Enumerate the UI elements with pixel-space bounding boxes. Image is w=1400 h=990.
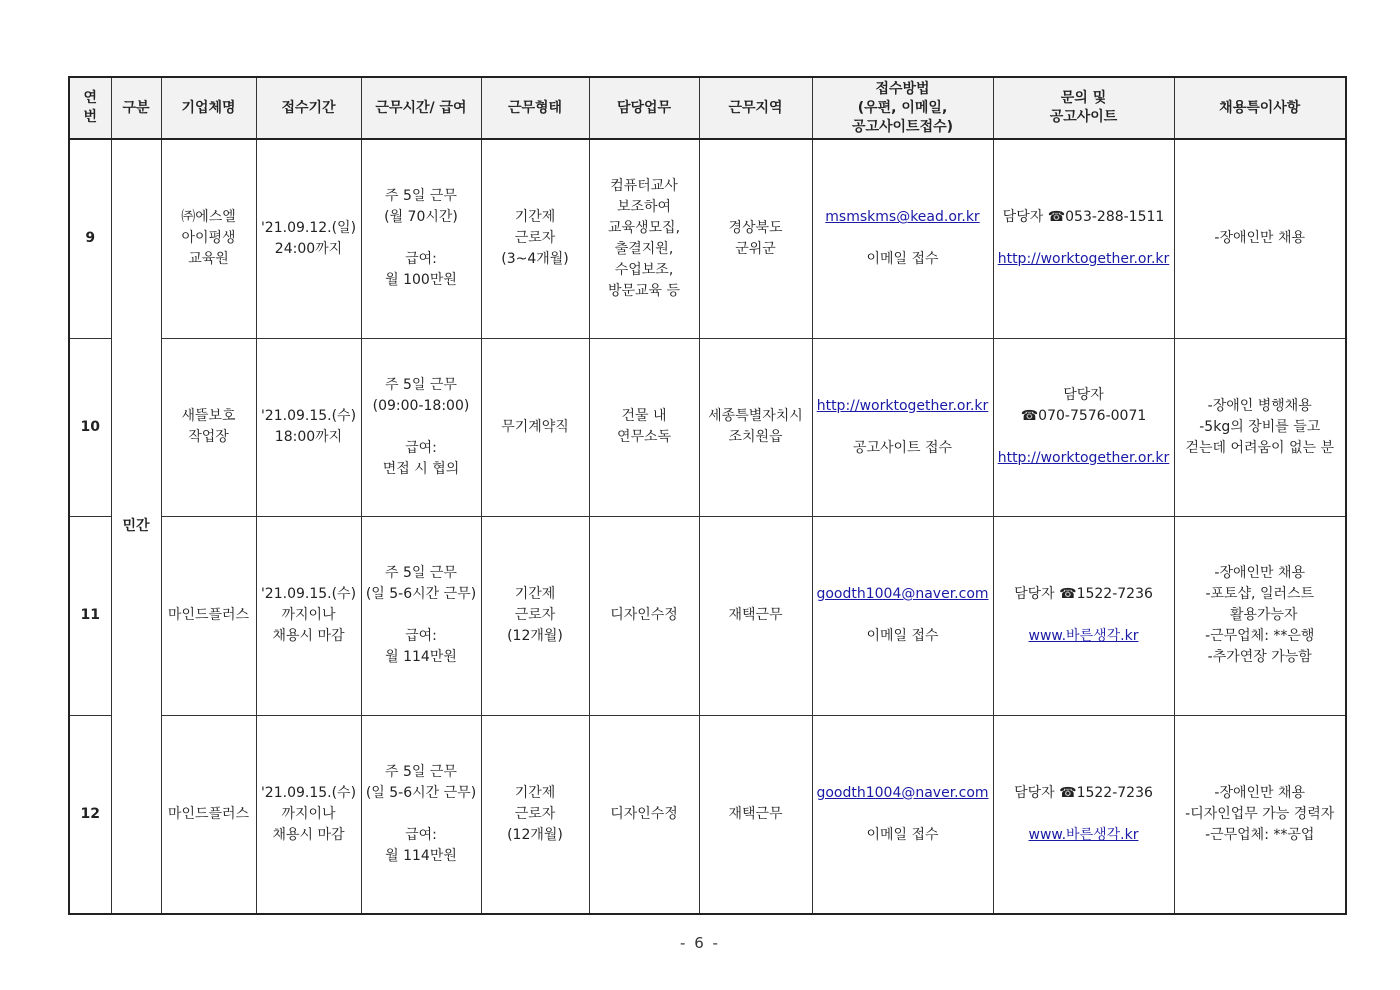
company-cell: 마인드플러스 xyxy=(161,516,256,715)
period-cell: '21.09.15.(수) 까지이나 채용시 마감 xyxy=(256,516,361,715)
notes-cell: -장애인 병행채용 -5kg의 장비를 들고 걷는데 어려움이 없는 분 xyxy=(1174,338,1346,516)
site-link[interactable]: http://worktogether.or.kr xyxy=(816,397,989,414)
type-cell: 기간제 근로자 (12개월) xyxy=(481,715,589,914)
header-method: 접수방법 (우편, 이메일, 공고사이트접수) xyxy=(812,77,993,139)
notes-cell: -장애인만 채용 -포토샵, 일러스트 활용가능자 -근무업체: **은행 -추가연장 가능함 xyxy=(1174,516,1346,715)
email-link[interactable]: goodth1004@naver.com xyxy=(816,784,989,801)
type-cell: 기간제 근로자 (3~4개월) xyxy=(481,139,589,338)
period-cell: '21.09.15.(수) 까지이나 채용시 마감 xyxy=(256,715,361,914)
period-cell: '21.09.12.(일) 24:00까지 xyxy=(256,139,361,338)
table-row xyxy=(69,139,1346,338)
region-cell: 재택근무 xyxy=(699,516,812,715)
header-contact: 문의 및 공고사이트 xyxy=(993,77,1174,139)
region-cell: 경상북도 군위군 xyxy=(699,139,812,338)
region-cell: 재택근무 xyxy=(699,715,812,914)
notes-cell: -장애인만 채용 xyxy=(1174,139,1346,338)
contact-cell: 담당자 ☎053-288-1511 http://worktogether.or.kr xyxy=(993,139,1174,338)
hours-cell: 주 5일 근무 (일 5-6시간 근무) 급여: 월 114만원 xyxy=(361,715,481,914)
period-cell: '21.09.15.(수) 18:00까지 xyxy=(256,338,361,516)
type-cell: 무기계약직 xyxy=(481,338,589,516)
table-row xyxy=(69,338,1346,516)
hours-cell: 주 5일 근무 (09:00-18:00) 급여: 면접 시 협의 xyxy=(361,338,481,516)
table-row xyxy=(69,516,1346,715)
email-link[interactable]: goodth1004@naver.com xyxy=(816,586,989,602)
category-cell: 민간 xyxy=(111,139,161,914)
type-cell: 기간제 근로자 (12개월) xyxy=(481,516,589,715)
company-cell: 마인드플러스 xyxy=(161,715,256,914)
header-row xyxy=(69,77,1346,139)
duty-cell: 건물 내 연무소독 xyxy=(589,338,699,516)
duty-cell: 디자인수정 xyxy=(589,516,699,715)
site-link[interactable]: www.바른생각.kr xyxy=(1028,826,1139,843)
site-link[interactable]: http://worktogether.or.kr xyxy=(997,251,1170,268)
method-cell: goodth1004@naver.com 이메일 접수 xyxy=(812,516,993,715)
duty-cell: 디자인수정 xyxy=(589,715,699,914)
table-row xyxy=(69,715,1346,914)
header-period: 접수기간 xyxy=(256,77,361,139)
header-no: 연 번 xyxy=(69,77,111,139)
duty-cell: 컴퓨터교사 보조하여 교육생모집, 출결지원, 수업보조, 방문교육 등 xyxy=(589,139,699,338)
header-region: 근무지역 xyxy=(699,77,812,139)
method-cell: goodth1004@naver.com 이메일 접수 xyxy=(812,715,993,914)
header-hours: 근무시간/ 급여 xyxy=(361,77,481,139)
page-number: - 6 - xyxy=(680,934,720,952)
row-number: 12 xyxy=(69,715,111,914)
row-number: 10 xyxy=(69,338,111,516)
header-type: 근무형태 xyxy=(481,77,589,139)
row-number: 9 xyxy=(69,139,111,338)
header-company: 기업체명 xyxy=(161,77,256,139)
row-number: 11 xyxy=(69,516,111,715)
hours-cell: 주 5일 근무 (일 5-6시간 근무) 급여: 월 114만원 xyxy=(361,516,481,715)
site-link[interactable]: http://worktogether.or.kr xyxy=(997,450,1170,466)
header-category: 구분 xyxy=(111,77,161,139)
contact-cell: 담당자 ☎070-7576-0071 http://worktogether.or.kr xyxy=(993,338,1174,516)
method-cell: msmskms@kead.or.kr 이메일 접수 xyxy=(812,139,993,338)
method-cell: http://worktogether.or.kr 공고사이트 접수 xyxy=(812,338,993,516)
site-link[interactable]: www.바른생각.kr xyxy=(1028,628,1139,644)
header-duty: 담당업무 xyxy=(589,77,699,139)
header-notes: 채용특이사항 xyxy=(1174,77,1346,139)
contact-cell: 담당자 ☎1522-7236 www.바른생각.kr xyxy=(993,516,1174,715)
company-cell: ㈜에스엘 아이평생 교육원 xyxy=(161,139,256,338)
email-link[interactable]: msmskms@kead.or.kr xyxy=(825,209,980,226)
hours-cell: 주 5일 근무 (월 70시간) 급여: 월 100만원 xyxy=(361,139,481,338)
region-cell: 세종특별자치시 조치원읍 xyxy=(699,338,812,516)
contact-cell: 담당자 ☎1522-7236 www.바른생각.kr xyxy=(993,715,1174,914)
job-listing-table xyxy=(68,76,1347,915)
company-cell: 새뜰보호 작업장 xyxy=(161,338,256,516)
notes-cell: -장애인만 채용 -디자인업무 가능 경력자 -근무업체: **공업 xyxy=(1174,715,1346,914)
